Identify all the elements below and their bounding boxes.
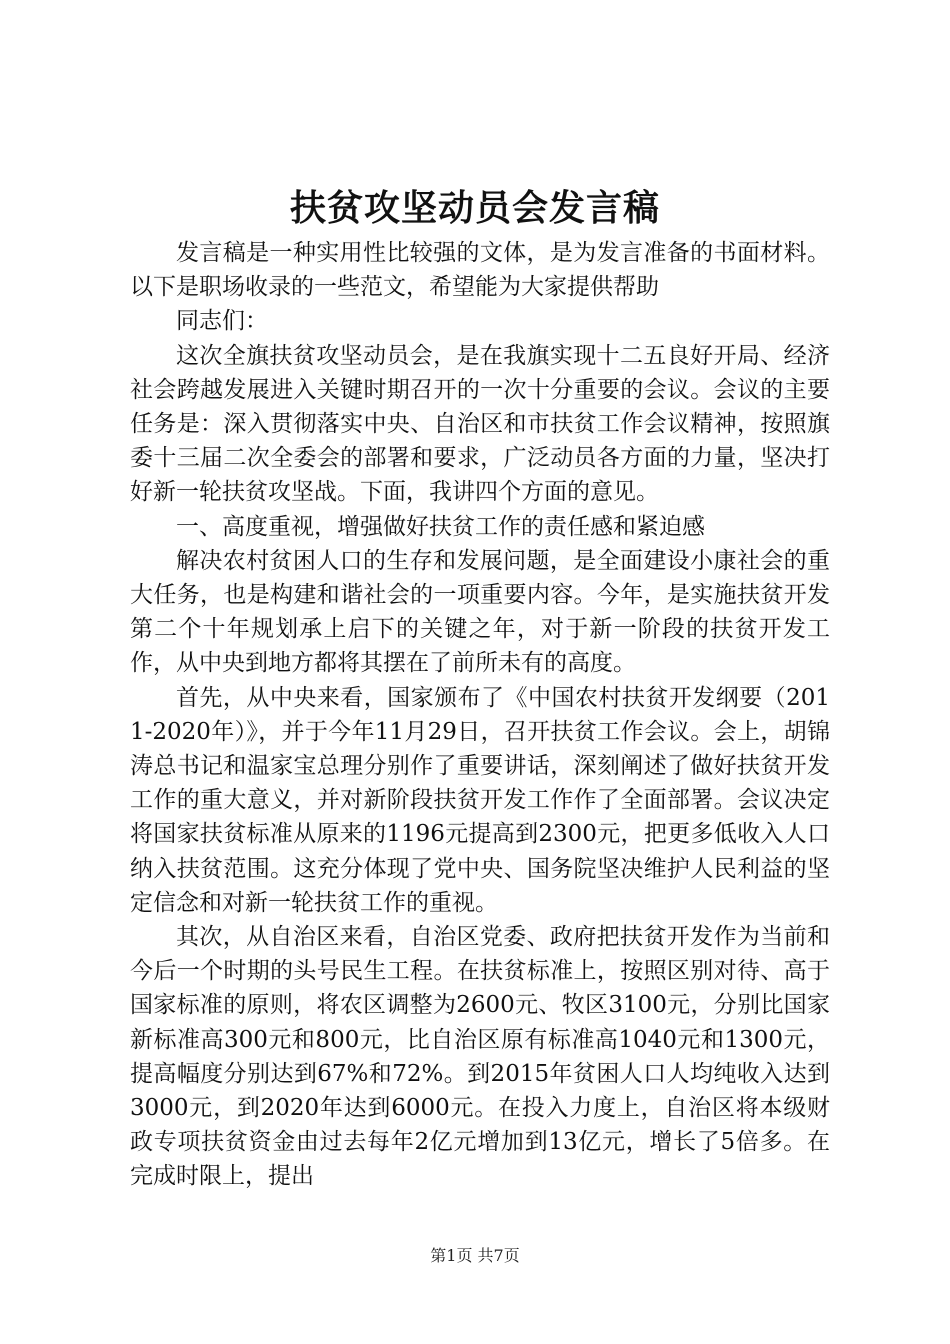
document-body xyxy=(130,236,830,1194)
paragraph-meeting-purpose: 这次全旗扶贫攻坚动员会，是在我旗实现十二五良好开局、经济社会跨越发展进入关键时期召开的一次十分重要的会议。会议的主要任务是：深入贯彻落实中央、自治区和市扶贫工作会议精神，按照旗委十三届二次全委会的部署和要求，广泛动员各方面的力量，坚决打好新一轮扶贫攻坚战。下面，我讲四个方面的意见。 xyxy=(130,342,830,506)
paragraph-central-view: 首先，从中央来看，国家颁布了《中国农村扶贫开发纲要（2011-2020年）》，并于今年11月29日，召开扶贫工作会议。会上，胡锦涛总书记和温家宝总理分别作了重要讲话，深刻阐述了做好扶贫开发工作的重大意义，并对新阶段扶贫开发工作作了全面部署。会议决定将国家扶贫标准从原来的1196元提高到2300元，把更多低收入人口纳入扶贫范围。这充分体现了党中央、国务院坚决维护人民利益的坚定信念和对新一轮扶贫工作的重视。 xyxy=(130,684,830,916)
section-heading-1: 一、高度重视，增强做好扶贫工作的责任感和紧迫感 xyxy=(176,513,705,540)
paragraph-autonomous-region-view: 其次，从自治区来看，自治区党委、政府把扶贫开发作为当前和今后一个时期的头号民生工程。在扶贫标准上，按照区别对待、高于国家标准的原则，将农区调整为2600元、牧区3100元，分别比国家新标准高300元和800元，比自治区原有标准高1040元和1300元，提高幅度分别达到67%和72%。到2015年贫困人口人均纯收入达到3000元，到2020年达到6000元。在投入力度上，自治区将本级财政专项扶贫资金由过去每年2亿元增加到13亿元，增长了5倍多。在完成时限上，提出 xyxy=(130,924,830,1190)
salutation: 同志们： xyxy=(176,308,268,335)
page-number-footer: 第1页 共7页 xyxy=(430,1246,520,1265)
document-title: 扶贫攻坚动员会发言稿 xyxy=(289,187,660,229)
intro-paragraph: 发言稿是一种实用性比较强的文体，是为发言准备的书面材料。以下是职场收录的一些范文，希望能为大家提供帮助 xyxy=(130,240,830,301)
paragraph-poverty-task: 解决农村贫困人口的生存和发展问题，是全面建设小康社会的重大任务，也是构建和谐社会的一项重要内容。今年，是实施扶贫开发第二个十年规划承上启下的关键之年，对于新一阶段的扶贫开发工作，从中央到地方都将其摆在了前所未有的高度。 xyxy=(130,547,830,677)
